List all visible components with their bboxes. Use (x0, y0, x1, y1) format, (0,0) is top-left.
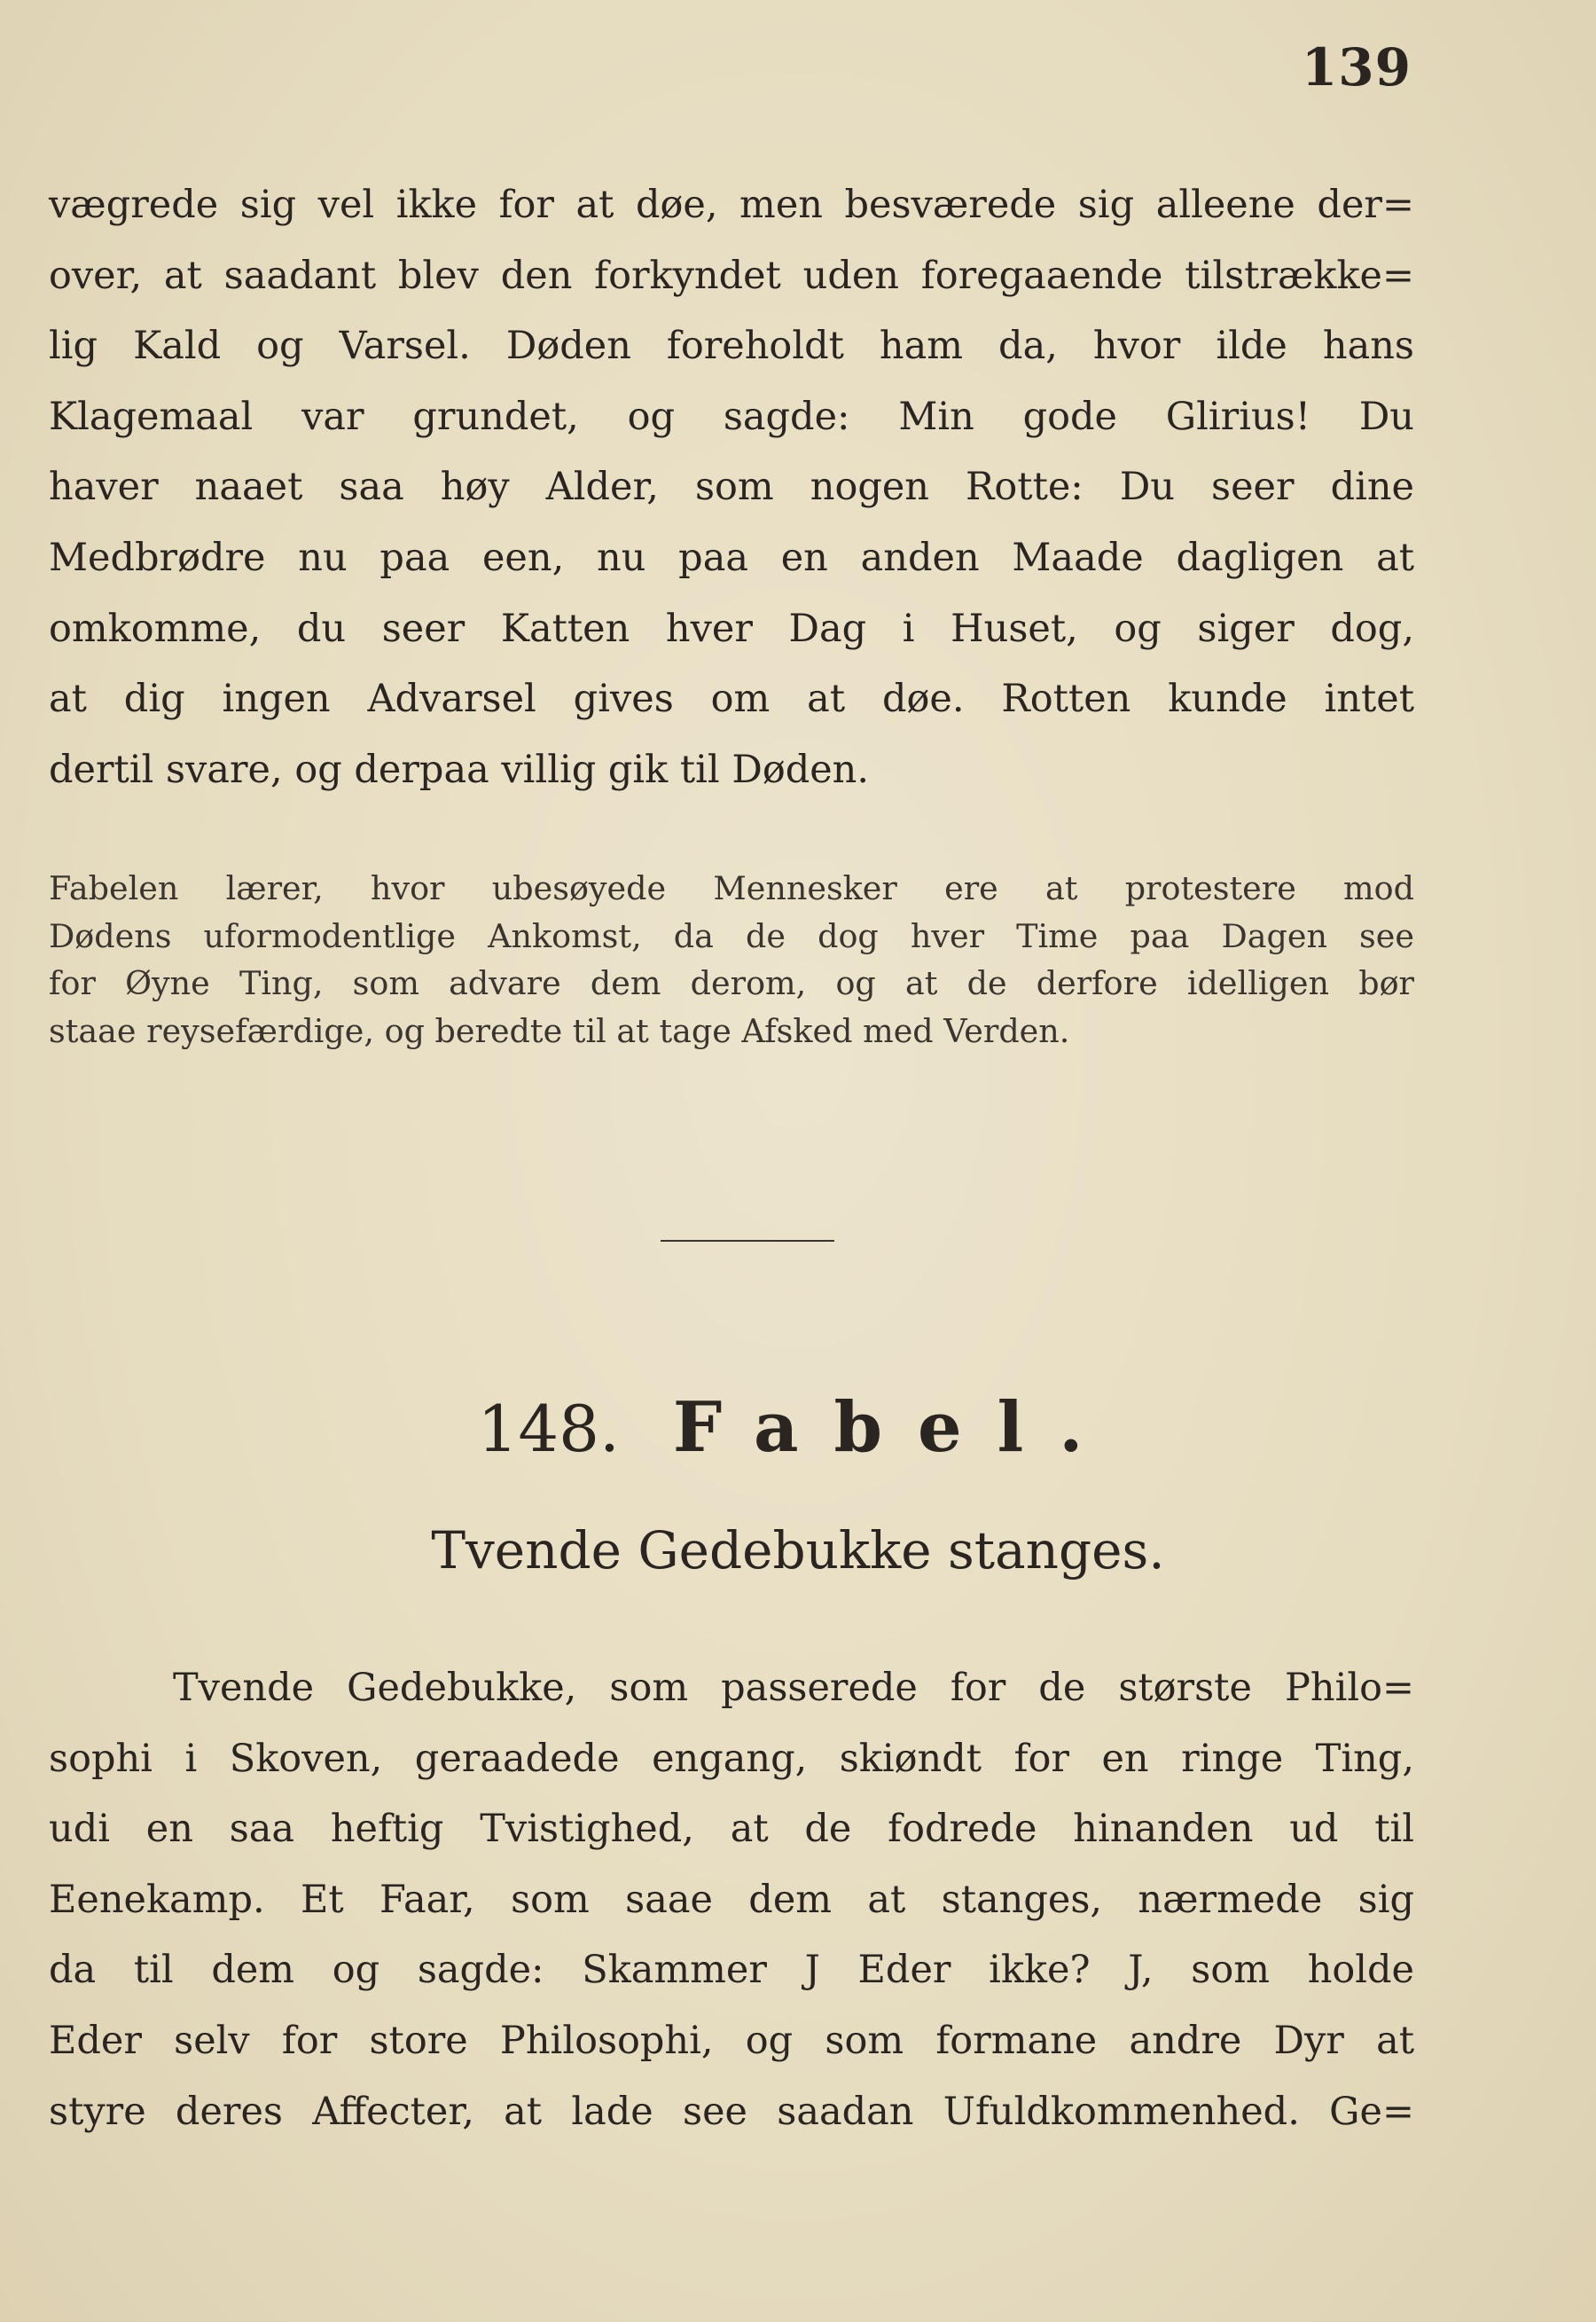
text-line: over, at saadant blev den forkyndet uden foregaaende tilstrække= (49, 253, 1414, 298)
section-divider (661, 1240, 834, 1242)
page-number: 139 (1301, 37, 1412, 98)
text-line: Eenekamp. Et Faar, som saae dem at stanges, nærmede sig (49, 1877, 1414, 1922)
text-line: vægrede sig vel ikke for at døe, men besværede sig alleene der= (49, 183, 1414, 227)
text-line: haver naaet saa høy Alder, som nogen Rotte: Du seer dine (49, 465, 1414, 510)
fable-title: Fabel. (672, 1387, 1119, 1468)
moral-paragraph (49, 865, 1414, 1055)
moral-line: Fabelen lærer, hvor ubesøyede Mennesker ere at protestere mod (49, 869, 1414, 907)
text-line: at dig ingen Advarsel gives om at døe. Rotten kunde intet (49, 677, 1414, 722)
fable-148-paragraph (49, 1653, 1414, 2147)
text-line: da til dem og sagde: Skammer J Eder ikke? J, som holde (49, 1948, 1414, 1993)
text-line: dertil svare, og derpaa villig gik til Døden. (49, 747, 870, 792)
fable-147-ending-paragraph (49, 170, 1414, 805)
text-line: omkomme, du seer Katten hver Dag i Huset, og siger dog, (49, 606, 1414, 651)
text-line: styre deres Affecter, at lade see saadan Ufuldkommenhed. Ge= (49, 2089, 1414, 2134)
text-line: lig Kald og Varsel. Døden foreholdt ham da, hvor ilde hans (49, 324, 1414, 369)
text-line: Medbrødre nu paa een, nu paa en anden Maade dagligen at (49, 535, 1414, 580)
moral-line: for Øyne Ting, som advare dem derom, og at de derfore idelligen bør (49, 964, 1414, 1003)
fable-subtitle: Tvende Gedebukke stanges. (431, 1520, 1165, 1581)
text-line: sophi i Skoven, geraadede engang, skiøndt for en ringe Ting, (49, 1736, 1414, 1781)
fable-number: 148. (477, 1392, 620, 1466)
moral-line: Dødens uformodentlige Ankomst, da de dog hver Time paa Dagen see (49, 916, 1414, 955)
moral-line: staae reysefærdige, og beredte til at tage Afsked med Verden. (49, 1011, 1070, 1050)
text-line: udi en saa heftig Tvistighed, at de fodrede hinanden ud til (49, 1807, 1414, 1852)
fable-heading (0, 1384, 1596, 1473)
text-line: Eder selv for store Philosophi, og som formane andre Dyr at (49, 2018, 1414, 2063)
text-line: Klagemaal var grundet, og sagde: Min gode Glirius! Du (49, 394, 1414, 439)
text-line: Tvende Gedebukke, som passerede for de største Philo= (173, 1666, 1414, 1710)
